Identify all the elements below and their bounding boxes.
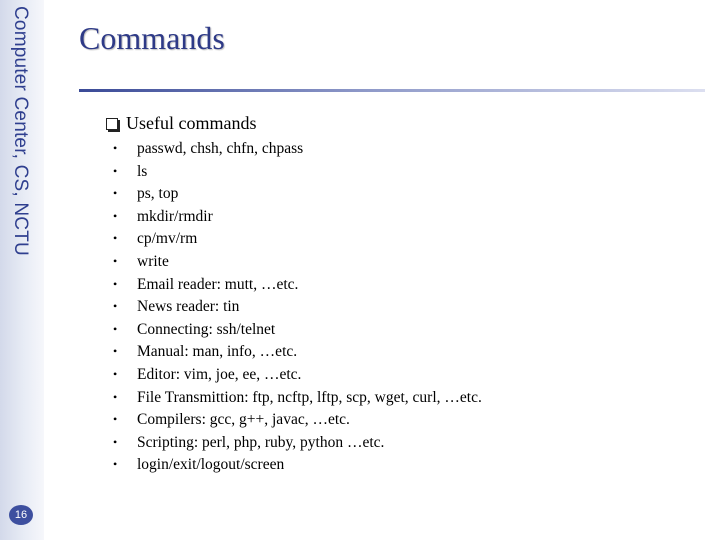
bullet-dot-icon: • [113, 412, 118, 427]
bullet-dot-icon: • [113, 434, 118, 449]
list-item-text: News reader: tin [137, 298, 240, 316]
list-item [113, 340, 482, 363]
bullet-dot-icon: • [113, 163, 118, 178]
section-heading [106, 112, 256, 134]
list-item-text: Manual: man, info, …etc. [137, 343, 298, 361]
list-item [113, 250, 482, 273]
bullet-dot-icon: • [113, 276, 118, 291]
bullet-dot-icon: • [113, 344, 118, 359]
bullet-dot-icon: • [113, 208, 118, 223]
list-item-text: Scripting: perl, php, ruby, python …etc. [137, 433, 385, 451]
list-item [113, 205, 482, 228]
list-item-text: Email reader: mutt, …etc. [137, 275, 299, 293]
list-item [113, 182, 482, 205]
list-item [113, 453, 482, 476]
sidebar-org-label: Computer Center, CS, NCTU [10, 6, 31, 256]
title-divider [79, 89, 705, 92]
bullet-dot-icon: • [113, 253, 118, 268]
bullet-dot-icon: • [113, 231, 118, 246]
list-item-text: write [137, 252, 169, 270]
list-item-text: Compilers: gcc, g++, javac, …etc. [137, 411, 350, 429]
list-item-text: ls [137, 162, 148, 180]
bullet-dot-icon: • [113, 321, 118, 336]
list-item [113, 386, 482, 409]
list-item [113, 318, 482, 341]
list-item [113, 295, 482, 318]
section-heading-label: Useful commands [126, 113, 257, 133]
bullet-dot-icon: • [113, 366, 118, 381]
list-item-text: cp/mv/rm [137, 230, 198, 248]
list-item-text: File Transmittion: ftp, ncftp, lftp, scp, wget, curl, …etc. [137, 388, 482, 406]
list-item-text: passwd, chsh, chfn, chpass [137, 140, 304, 157]
list-item [113, 431, 482, 454]
sidebar [0, 0, 44, 540]
bullet-dot-icon: • [113, 457, 118, 472]
list-item [113, 363, 482, 386]
list-item [113, 273, 482, 296]
bullet-dot-icon: • [113, 141, 118, 155]
bullet-dot-icon: • [113, 389, 118, 404]
bullet-dot-icon: • [113, 299, 118, 314]
slide-title: Commands [79, 20, 225, 56]
list-item [113, 408, 482, 431]
page-number-badge: 16 [9, 505, 33, 525]
bullet-dot-icon: • [113, 186, 118, 201]
list-item [113, 137, 482, 160]
command-list [113, 137, 482, 476]
list-item-text: ps, top [137, 185, 179, 203]
list-item-text: mkdir/rmdir [137, 207, 213, 225]
list-item-text: login/exit/logout/screen [137, 456, 285, 474]
list-item [113, 160, 482, 183]
hollow-square-bullet-icon [106, 118, 118, 130]
list-item-text: Editor: vim, joe, ee, …etc. [137, 365, 302, 383]
list-item [113, 227, 482, 250]
list-item-text: Connecting: ssh/telnet [137, 320, 276, 338]
